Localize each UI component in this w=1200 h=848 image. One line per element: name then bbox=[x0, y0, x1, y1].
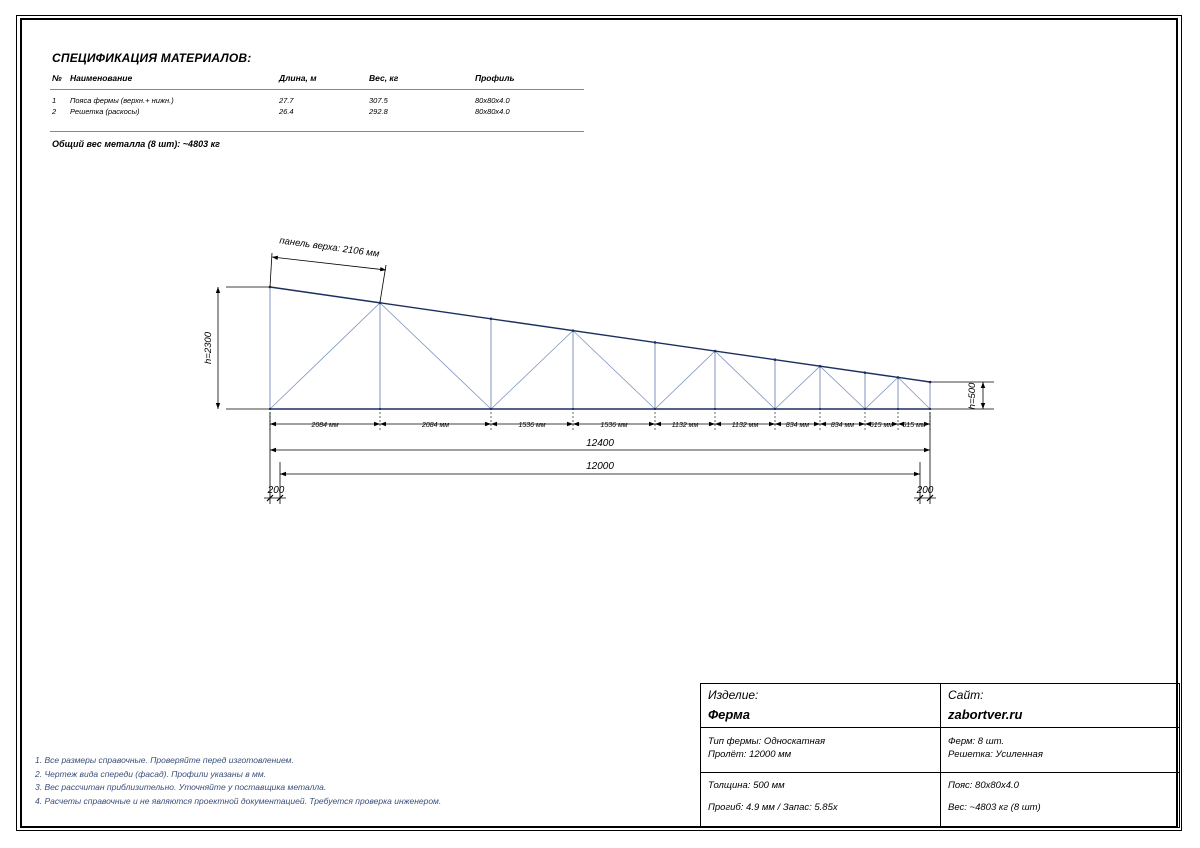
truss-diagonal bbox=[573, 331, 655, 409]
truss-lattice: Решетка: Усиленная bbox=[948, 749, 1043, 760]
truss-node bbox=[897, 408, 899, 410]
dim-arrow bbox=[491, 422, 497, 426]
site-value: zabortver.ru bbox=[948, 707, 1023, 722]
truss-type: Тип фермы: Односкатная bbox=[708, 736, 826, 747]
note-line: 2. Чертеж вида спереди (фасад). Профили указаны в мм. bbox=[35, 768, 267, 779]
spec-header-num: № bbox=[50, 70, 68, 90]
truss-node bbox=[654, 341, 657, 344]
segment-label: 1132 мм bbox=[731, 422, 759, 429]
truss-diagonal bbox=[270, 303, 380, 409]
dim-arrow bbox=[775, 422, 781, 426]
title-block-site bbox=[941, 684, 1180, 728]
spec-cell: 80x80x4.0 bbox=[473, 106, 584, 132]
spec-cell: Пояса фермы (верхн.+ нижн.) bbox=[70, 96, 174, 105]
title-block-row bbox=[701, 773, 1180, 828]
dim-arrow bbox=[573, 422, 579, 426]
spec-cell: 292.8 bbox=[367, 106, 473, 132]
truss-diagonal bbox=[865, 377, 898, 409]
truss-diagonal bbox=[820, 366, 865, 409]
segment-label: 834 мм bbox=[830, 422, 855, 429]
product-value: Ферма bbox=[708, 707, 750, 722]
note-line: 4. Расчеты справочные и не являются проектной документацией. Требуется проверка инженером. bbox=[35, 795, 442, 806]
segment-label: 1536 мм bbox=[518, 422, 546, 429]
note-line: 3. Вес рассчитан приблизительно. Уточняйте у поставщика металла. bbox=[35, 782, 327, 792]
spec-header-name: Наименование bbox=[68, 70, 277, 90]
truss-diagonal bbox=[491, 331, 573, 409]
segment-label: 615 мм bbox=[902, 422, 926, 429]
dim-arrow bbox=[280, 472, 286, 476]
title-block-row bbox=[701, 684, 1180, 728]
overhang-left-label: 200 bbox=[267, 485, 285, 496]
truss-node bbox=[490, 318, 493, 321]
truss-weight: Вес: ~4803 кг (8 шт) bbox=[948, 802, 1041, 813]
spec-cell: Решетка (раскосы) bbox=[68, 106, 277, 132]
truss-node bbox=[774, 408, 776, 410]
dim-arrow bbox=[270, 422, 276, 426]
top-chord bbox=[270, 287, 930, 382]
spec-total: Общий вес металла (8 шт): ~4803 кг bbox=[52, 139, 220, 149]
truss-diagonal bbox=[715, 351, 775, 409]
dim-line-panel bbox=[272, 257, 386, 270]
truss-node bbox=[897, 376, 900, 379]
title-block-product bbox=[701, 684, 941, 728]
title-block-count bbox=[941, 728, 1180, 773]
dim-arrow bbox=[655, 422, 661, 426]
overall-total-label: 12400 bbox=[586, 438, 614, 449]
note-line: 1. Все размеры справочные. Проверяйте перед изготовлением. bbox=[35, 755, 294, 765]
title-block-thickness bbox=[701, 773, 941, 828]
truss-node bbox=[714, 408, 716, 410]
truss-deflection: Прогиб: 4.9 мм / Запас: 5.85x bbox=[708, 802, 838, 813]
spec-cell: 1 bbox=[52, 96, 57, 105]
truss-members bbox=[270, 287, 930, 409]
truss-node bbox=[654, 408, 656, 410]
dim-arrow bbox=[567, 422, 573, 426]
dim-arrow bbox=[216, 403, 220, 409]
panel-label: панель верха: 2106 мм bbox=[278, 235, 380, 260]
truss-thickness: Толщина: 500 мм bbox=[708, 780, 785, 791]
dim-arrow bbox=[981, 403, 985, 409]
spec-header-length: Длина, м bbox=[277, 70, 367, 90]
truss-node bbox=[774, 358, 777, 361]
truss-node bbox=[864, 408, 866, 410]
dim-arrow bbox=[981, 382, 985, 388]
dim-arrow bbox=[270, 448, 276, 452]
overhang-right-label: 200 bbox=[916, 485, 934, 496]
dim-arrow bbox=[374, 422, 380, 426]
panel-label-group bbox=[279, 235, 381, 259]
title-block-chord bbox=[941, 773, 1180, 828]
dim-arrow bbox=[715, 422, 721, 426]
truss-count: Ферм: 8 шт. bbox=[948, 736, 1005, 747]
spec-title: СПЕЦИФИКАЦИЯ МАТЕРИАЛОВ: bbox=[52, 51, 252, 65]
spec-cell: 307.5 bbox=[369, 96, 388, 105]
truss-diagonal bbox=[380, 303, 491, 409]
truss-node bbox=[819, 365, 822, 368]
dim-arrow bbox=[814, 422, 820, 426]
segment-label: 1132 мм bbox=[671, 422, 699, 429]
segment-label: 2084 мм bbox=[421, 422, 450, 429]
segment-label: 834 мм bbox=[785, 422, 810, 429]
dim-arrow bbox=[820, 422, 826, 426]
dim-arrow bbox=[380, 422, 386, 426]
dim-arrow bbox=[859, 422, 865, 426]
title-block-type bbox=[701, 728, 941, 773]
title-block bbox=[700, 683, 1180, 828]
site-label: Сайт: bbox=[948, 688, 984, 702]
spec-cell: 2 bbox=[50, 106, 68, 132]
product-label: Изделие: bbox=[708, 688, 759, 702]
dim-arrow bbox=[924, 448, 930, 452]
dim-arrow bbox=[709, 422, 715, 426]
truss-node bbox=[379, 408, 381, 410]
height-right-label: h=500 bbox=[967, 382, 978, 410]
spec-header-weight: Вес, кг bbox=[367, 70, 473, 90]
segment-label: 2084 мм bbox=[311, 422, 339, 429]
spec-cell: 80x80x4.0 bbox=[475, 96, 510, 105]
dim-arrow bbox=[485, 422, 491, 426]
dim-ext-line bbox=[270, 253, 272, 287]
spec-cell: 27.7 bbox=[279, 96, 294, 105]
segment-labels bbox=[310, 422, 925, 429]
spec-cell: 26.4 bbox=[277, 106, 367, 132]
truss-node bbox=[714, 350, 717, 353]
dim-arrow bbox=[649, 422, 655, 426]
title-block-row bbox=[701, 728, 1180, 773]
drawing-notes bbox=[35, 754, 441, 808]
truss-node bbox=[819, 408, 821, 410]
span-label: 12000 bbox=[586, 461, 614, 472]
truss-diagonal bbox=[655, 351, 715, 409]
spec-header-profile: Профиль bbox=[473, 70, 584, 90]
truss-node bbox=[572, 408, 574, 410]
truss-diagonal bbox=[775, 366, 820, 409]
dim-arrow bbox=[216, 287, 220, 293]
truss-span: Пролёт: 12000 мм bbox=[708, 749, 792, 760]
dim-arrow bbox=[272, 256, 278, 260]
dim-arrow bbox=[769, 422, 775, 426]
height-left-label: h=2300 bbox=[203, 332, 214, 364]
segment-label: 1536 мм bbox=[600, 422, 628, 429]
truss-chord: Пояс: 80x80x4.0 bbox=[948, 780, 1019, 791]
dim-arrow bbox=[914, 472, 920, 476]
truss-node bbox=[490, 408, 492, 410]
truss-diagonal bbox=[898, 377, 930, 409]
truss-node bbox=[572, 329, 575, 332]
truss-nodes bbox=[269, 286, 932, 410]
truss-node bbox=[864, 371, 867, 374]
segment-label: 615 мм bbox=[869, 422, 894, 429]
